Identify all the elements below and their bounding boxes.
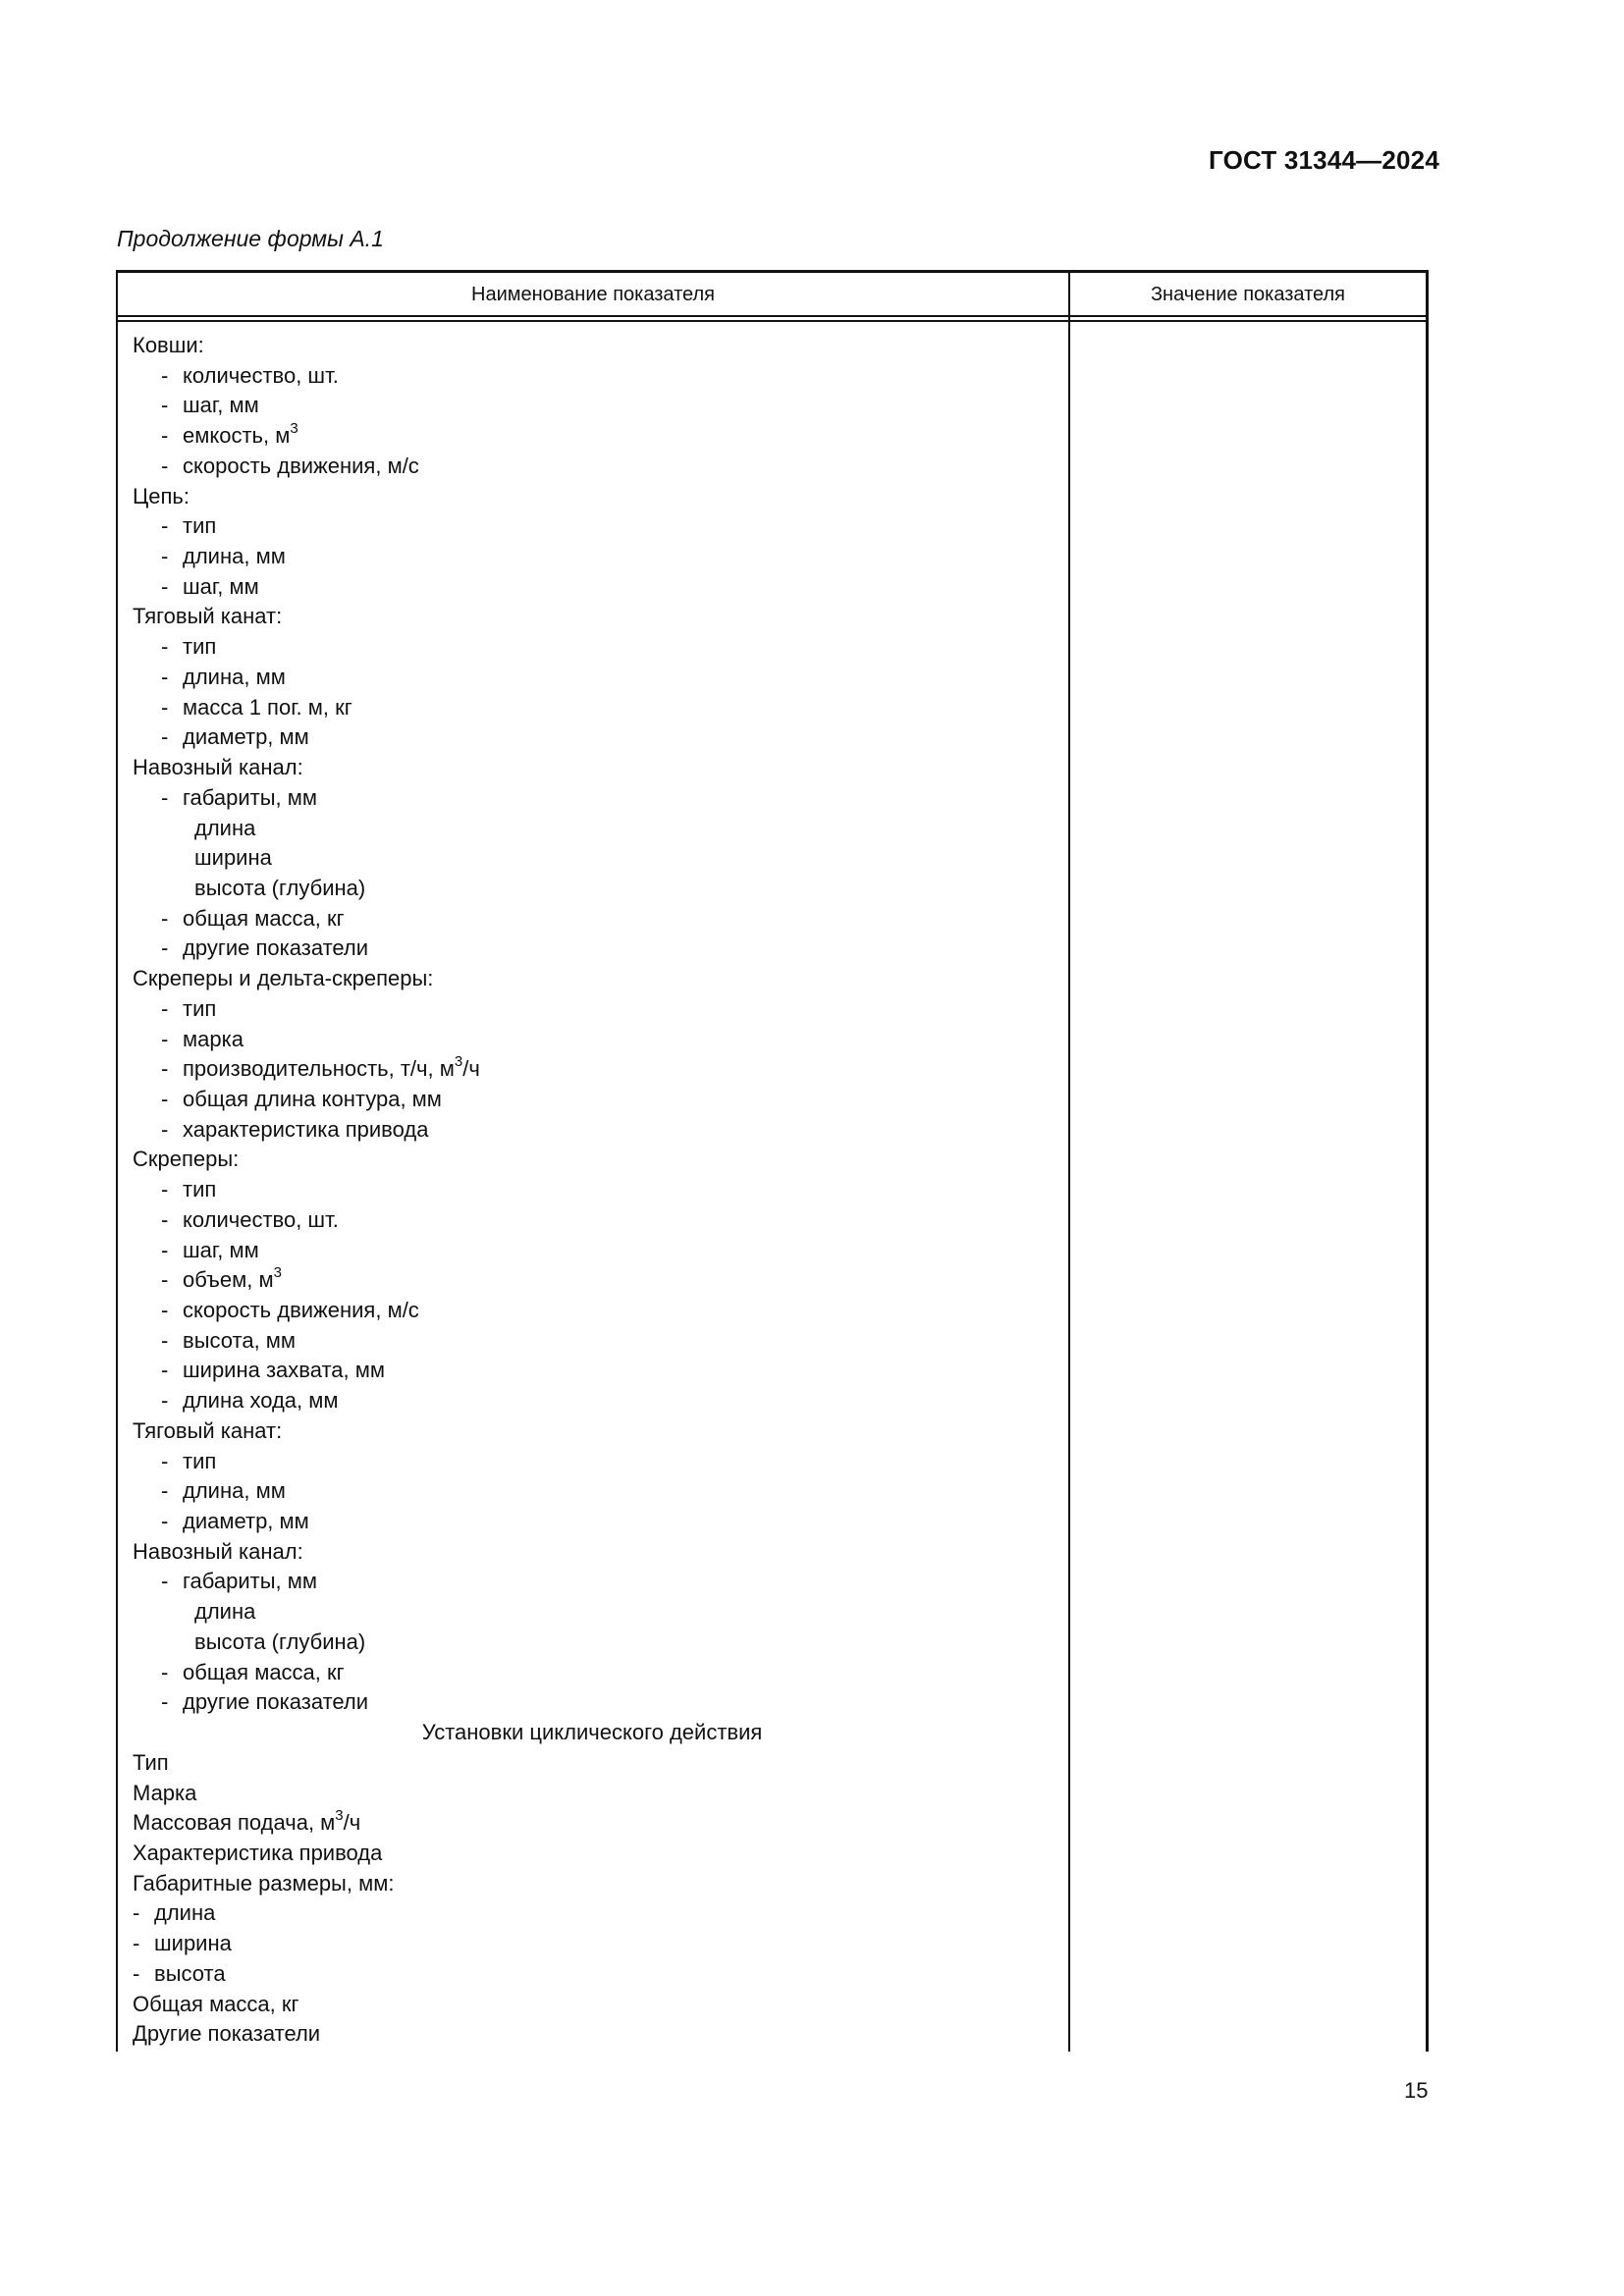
table-row <box>116 1779 1068 1809</box>
indicator-label: высота (глубина) <box>194 875 366 900</box>
list-dash: - <box>161 1177 169 1202</box>
table-row <box>116 1718 1068 1748</box>
table-row <box>116 753 1068 783</box>
table-row <box>116 1447 1068 1477</box>
table-row <box>116 843 1068 874</box>
table-row <box>116 452 1068 482</box>
table-row <box>116 904 1068 934</box>
list-dash: - <box>161 544 169 569</box>
table-row <box>116 1898 1068 1929</box>
table-row <box>116 1296 1068 1326</box>
list-dash: - <box>161 1388 169 1414</box>
indicator-label: ширина <box>194 845 272 871</box>
list-dash: - <box>161 1448 169 1473</box>
table-row <box>116 511 1068 542</box>
table-row <box>116 1959 1068 1990</box>
table-row <box>116 1025 1068 1055</box>
table-row <box>116 964 1068 994</box>
list-dash: - <box>133 1931 140 1956</box>
list-dash: - <box>161 634 169 660</box>
indicator-label: характеристика привода <box>183 1116 429 1142</box>
indicator-label: скорость движения, м/с <box>183 1298 419 1322</box>
table-row <box>116 1869 1068 1899</box>
table-row <box>116 331 1068 361</box>
table-row <box>116 361 1068 392</box>
table-row <box>116 874 1068 904</box>
table-row <box>116 1597 1068 1628</box>
indicator-label: высота, мм <box>183 1327 297 1353</box>
list-dash: - <box>161 1327 169 1353</box>
list-dash: - <box>161 724 169 750</box>
indicator-label: количество, шт. <box>183 362 339 388</box>
indicator-label: длина, мм <box>183 664 286 689</box>
table-row <box>116 1687 1068 1718</box>
list-dash: - <box>161 1026 169 1051</box>
list-dash: - <box>161 573 169 599</box>
list-dash: - <box>161 1206 169 1232</box>
indicator-label: шаг, мм <box>183 393 259 418</box>
table-row <box>116 1386 1068 1416</box>
unit-suffix: /ч <box>462 1056 480 1082</box>
list-dash: - <box>161 1237 169 1262</box>
table-border-right <box>1426 270 1429 2052</box>
list-dash: - <box>161 694 169 720</box>
column-divider <box>1068 270 1070 2052</box>
indicator-label: Характеристика привода <box>133 1840 383 1865</box>
indicator-label: диаметр, мм <box>183 1509 309 1534</box>
table-row <box>116 934 1068 964</box>
list-dash: - <box>161 1358 169 1383</box>
indicator-label: Цепь: <box>133 483 189 508</box>
indicator-label: длина, мм <box>183 1478 286 1504</box>
indicator-list <box>116 331 1068 2050</box>
unit-superscript: 3 <box>454 1052 463 1070</box>
list-dash: - <box>161 1056 169 1082</box>
indicator-label: длина <box>194 1599 256 1625</box>
indicator-label: другие показатели <box>183 935 369 961</box>
indicator-label: Тип <box>133 1749 169 1775</box>
indicator-label: тип <box>183 995 217 1021</box>
table-row <box>116 1175 1068 1205</box>
table-row <box>116 1507 1068 1537</box>
table-row <box>116 783 1068 814</box>
list-dash: - <box>161 513 169 539</box>
list-dash: - <box>161 1509 169 1534</box>
indicator-label: Скреперы и дельта-скреперы: <box>133 966 434 991</box>
table-row <box>116 1476 1068 1507</box>
list-dash: - <box>133 1900 140 1926</box>
document-code: ГОСТ 31344—2024 <box>1209 145 1439 175</box>
indicator-label: длина хода, мм <box>183 1388 339 1414</box>
indicator-label: Навозный канал: <box>133 755 303 780</box>
indicator-label: Скреперы: <box>133 1147 240 1172</box>
indicator-label: Марка <box>133 1780 197 1805</box>
indicator-label: Тяговый канат: <box>133 604 283 629</box>
table-row <box>116 2019 1068 2050</box>
indicator-label: длина, мм <box>183 544 286 569</box>
indicator-label: общая масса, кг <box>183 1659 345 1684</box>
indicator-label: тип <box>183 1177 217 1202</box>
table-row <box>116 421 1068 452</box>
table-row <box>116 1115 1068 1146</box>
table-row <box>116 1054 1068 1085</box>
list-dash: - <box>161 362 169 388</box>
table-row <box>116 663 1068 693</box>
table-row <box>116 1567 1068 1597</box>
indicator-label: Тяговый канат: <box>133 1417 283 1443</box>
list-dash: - <box>161 1478 169 1504</box>
table-row <box>116 1748 1068 1779</box>
indicator-label: марка <box>183 1026 244 1051</box>
indicator-label: Установки циклического действия <box>421 1720 763 1745</box>
table-row <box>116 1236 1068 1266</box>
list-dash: - <box>161 1267 169 1293</box>
indicator-label: Ковши: <box>133 333 204 357</box>
table-row <box>116 994 1068 1025</box>
list-dash: - <box>161 393 169 418</box>
indicator-label: масса 1 пог. м, кг <box>183 694 352 720</box>
indicator-label: Массовая подача, м <box>133 1810 336 1836</box>
list-dash: - <box>161 905 169 931</box>
table-row <box>116 722 1068 753</box>
table-row <box>116 814 1068 844</box>
indicator-label: скорость движения, м/с <box>183 453 419 478</box>
table-row <box>116 1537 1068 1568</box>
indicator-label: шаг, мм <box>183 1237 259 1262</box>
column-header-indicator-value: Значение показателя <box>1150 284 1346 305</box>
unit-superscript: 3 <box>273 1263 282 1281</box>
list-dash: - <box>161 1116 169 1142</box>
list-dash: - <box>133 1960 140 1986</box>
indicator-label: Общая масса, кг <box>133 1991 299 2016</box>
indicator-label: длина <box>194 815 256 840</box>
table-row <box>116 1416 1068 1447</box>
indicator-label: ширина захвата, мм <box>183 1358 386 1383</box>
indicator-label: другие показатели <box>183 1689 369 1715</box>
table-row <box>116 1265 1068 1296</box>
indicator-label: количество, шт. <box>183 1206 339 1232</box>
indicator-label: габариты, мм <box>183 784 317 810</box>
list-dash: - <box>161 664 169 689</box>
list-dash: - <box>161 453 169 478</box>
indicator-label: тип <box>183 1448 217 1473</box>
indicator-label: длина <box>154 1900 216 1926</box>
indicator-label: емкость, м <box>183 423 291 449</box>
page-number: 15 <box>1404 2078 1429 2103</box>
unit-suffix: /ч <box>343 1810 361 1836</box>
list-dash: - <box>161 1569 169 1594</box>
indicator-label: тип <box>183 634 217 660</box>
table-row <box>116 1326 1068 1357</box>
list-dash: - <box>161 935 169 961</box>
table-row <box>116 542 1068 572</box>
table-row <box>116 1808 1068 1839</box>
indicator-label: высота <box>154 1960 226 1986</box>
list-dash: - <box>161 784 169 810</box>
header-divider <box>116 315 1429 317</box>
unit-superscript: 3 <box>290 419 298 437</box>
indicator-label: общая масса, кг <box>183 905 345 931</box>
indicator-table <box>116 270 1429 2052</box>
table-row <box>116 1990 1068 2020</box>
table-border-top <box>116 270 1429 273</box>
table-row <box>116 602 1068 632</box>
list-dash: - <box>161 423 169 449</box>
indicator-label: общая длина контура, мм <box>183 1086 442 1111</box>
table-row <box>116 572 1068 603</box>
table-row <box>116 1085 1068 1115</box>
table-row <box>116 1929 1068 1959</box>
table-row <box>116 1628 1068 1658</box>
indicator-label: габариты, мм <box>183 1569 317 1594</box>
table-row <box>116 482 1068 512</box>
indicator-label: Габаритные размеры, мм: <box>133 1870 395 1896</box>
table-row <box>116 391 1068 421</box>
indicator-label: тип <box>183 513 217 539</box>
table-row <box>116 1839 1068 1869</box>
indicator-label: Другие показатели <box>133 2021 321 2047</box>
header-divider-double <box>116 320 1429 322</box>
indicator-label: высота (глубина) <box>194 1629 366 1654</box>
table-row <box>116 693 1068 723</box>
list-dash: - <box>161 1298 169 1322</box>
column-header-indicator-name: Наименование показателя <box>471 284 715 305</box>
list-dash: - <box>161 1659 169 1684</box>
table-row <box>116 1356 1068 1386</box>
list-dash: - <box>161 1689 169 1715</box>
list-dash: - <box>161 1086 169 1111</box>
form-caption: Продолжение формы А.1 <box>117 226 384 251</box>
table-row <box>116 632 1068 663</box>
indicator-label: диаметр, мм <box>183 724 309 750</box>
table-row <box>116 1145 1068 1175</box>
table-row <box>116 1658 1068 1688</box>
list-dash: - <box>161 995 169 1021</box>
indicator-label: шаг, мм <box>183 573 259 599</box>
unit-superscript: 3 <box>335 1806 344 1824</box>
indicator-label: ширина <box>154 1931 232 1956</box>
table-row <box>116 1205 1068 1236</box>
indicator-label: объем, м <box>183 1267 274 1293</box>
indicator-label: Навозный канал: <box>133 1538 303 1564</box>
indicator-label: производительность, т/ч, м <box>183 1056 455 1082</box>
